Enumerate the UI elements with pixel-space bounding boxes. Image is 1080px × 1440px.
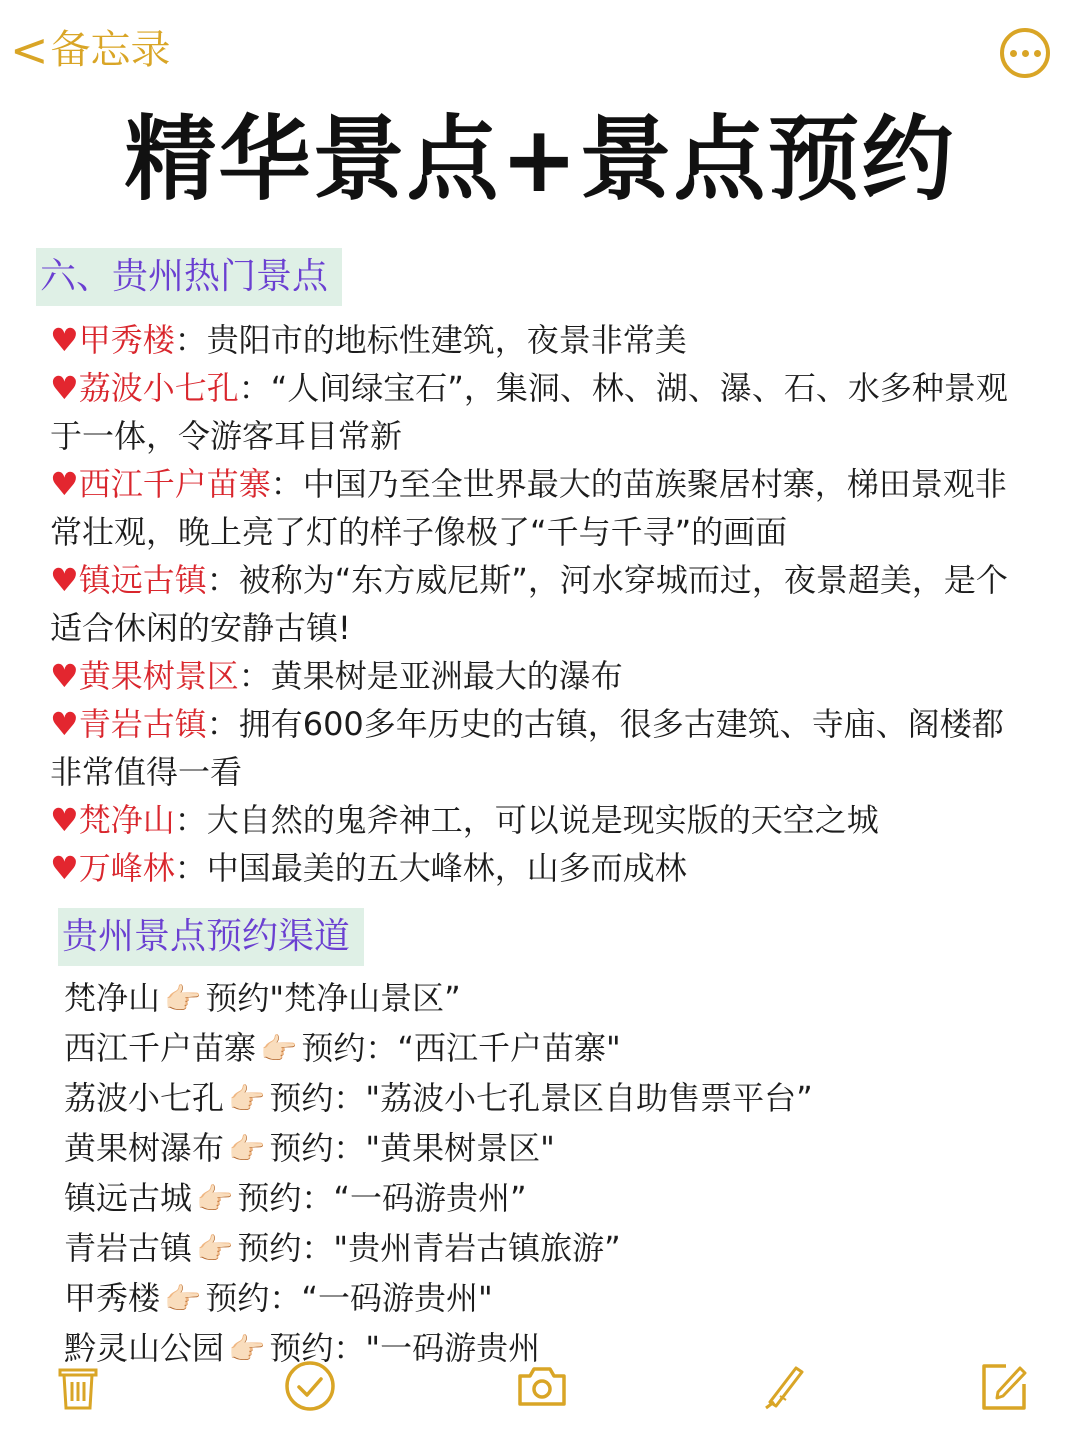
spot-desc: ：大自然的鬼斧神工，可以说是现实版的天空之城: [174, 801, 879, 839]
spot-name: 梵净山: [78, 801, 175, 839]
heart-icon: ♥: [50, 465, 79, 503]
pointing-hand-icon: 👉🏻: [228, 1332, 266, 1367]
list-item: [50, 652, 1030, 700]
list-item: [50, 700, 1030, 796]
spot-name: 甲秀楼: [78, 321, 175, 359]
list-item: [50, 460, 1030, 556]
trash-icon: [50, 1358, 106, 1414]
bottom-toolbar: [0, 1352, 1080, 1440]
section-heading-hot-spots: 六、贵州热门景点: [36, 248, 342, 306]
heart-icon: ♥: [50, 705, 79, 743]
list-item: [64, 1224, 1044, 1274]
spot-name: 万峰林: [78, 849, 175, 887]
channel-place: 甲秀楼: [64, 1279, 161, 1317]
spot-desc: ：中国最美的五大峰林，山多而成林: [174, 849, 687, 887]
section-heading-booking: 贵州景点预约渠道: [58, 908, 364, 966]
pen-icon: [756, 1358, 812, 1414]
heart-icon: ♥: [50, 657, 79, 695]
channel-booking: 预约"梵净山景区”: [205, 979, 461, 1017]
channel-booking: 预约："黄果树景区": [269, 1129, 555, 1167]
spot-list: [50, 316, 1030, 892]
list-item: [50, 796, 1030, 844]
checklist-button[interactable]: [282, 1358, 338, 1414]
back-label: 备忘录: [50, 27, 171, 73]
channel-place: 西江千户苗寨: [64, 1029, 257, 1067]
heart-icon: ♥: [50, 321, 79, 359]
spot-desc: ：拥有600多年历史的古镇，很多古建筑、寺庙、阁楼都非常值得一看: [50, 705, 1004, 791]
channel-booking: 预约："一码游贵州: [269, 1329, 541, 1367]
channel-booking: 预约：“一码游贵州": [205, 1279, 493, 1317]
pointing-hand-icon: 👉🏻: [228, 1082, 266, 1117]
channel-place: 黄果树瀑布: [64, 1129, 225, 1167]
nav-bar: [0, 0, 1080, 100]
pointing-hand-icon: 👉🏻: [164, 1282, 202, 1317]
list-item: [50, 364, 1030, 460]
channel-booking: 预约：“西江千户苗寨": [301, 1029, 621, 1067]
list-item: [50, 316, 1030, 364]
spot-name: 西江千户苗寨: [78, 465, 271, 503]
page-title: 精华景点+景点预约: [124, 106, 956, 213]
channel-place: 黔灵山公园: [64, 1329, 225, 1367]
pointing-hand-icon: 👉🏻: [164, 982, 202, 1017]
checkmark-icon: [282, 1358, 338, 1414]
back-button[interactable]: [10, 24, 171, 76]
more-dot-icon: [1034, 50, 1041, 57]
list-item: [64, 1174, 1044, 1224]
chevron-left-icon: <: [10, 23, 49, 77]
compose-button[interactable]: [976, 1358, 1032, 1414]
spot-desc: ：中国乃至全世界最大的苗族聚居村寨，梯田景观非常壮观，晚上亮了灯的样子像极了“千与千寻”的画面: [50, 465, 1007, 551]
list-item: [64, 1274, 1044, 1324]
spot-desc: ：贵阳市的地标性建筑，夜景非常美: [174, 321, 687, 359]
channel-booking: 预约："荔波小七孔景区自助售票平台”: [269, 1079, 813, 1117]
pointing-hand-icon: 👉🏻: [196, 1232, 234, 1267]
channel-place: 梵净山: [64, 979, 161, 1017]
markup-button[interactable]: [756, 1358, 812, 1414]
heart-icon: ♥: [50, 369, 79, 407]
list-item: [64, 974, 1044, 1024]
list-item: [64, 1074, 1044, 1124]
spot-name: 黄果树景区: [78, 657, 239, 695]
channel-place: 镇远古城: [64, 1179, 193, 1217]
channel-place: 青岩古镇: [64, 1229, 193, 1267]
spot-name: 镇远古镇: [78, 561, 207, 599]
spot-name: 荔波小七孔: [78, 369, 239, 407]
channel-place: 荔波小七孔: [64, 1079, 225, 1117]
camera-icon: [514, 1358, 570, 1414]
pointing-hand-icon: 👉🏻: [260, 1032, 298, 1067]
delete-button[interactable]: [50, 1358, 106, 1414]
pointing-hand-icon: 👉🏻: [196, 1182, 234, 1217]
heart-icon: ♥: [50, 801, 79, 839]
heart-icon: ♥: [50, 561, 79, 599]
booking-channel-list: [64, 974, 1044, 1374]
list-item: [50, 556, 1030, 652]
compose-icon: [976, 1358, 1032, 1414]
pointing-hand-icon: 👉🏻: [228, 1132, 266, 1167]
more-options-button[interactable]: [1000, 28, 1050, 78]
channel-booking: 预约："贵州青岩古镇旅游”: [237, 1229, 621, 1267]
heart-icon: ♥: [50, 849, 79, 887]
spot-desc: ：被称为“东方威尼斯”，河水穿城而过，夜景超美，是个适合休闲的安静古镇!: [50, 561, 1008, 647]
more-dot-icon: [1022, 50, 1029, 57]
camera-button[interactable]: [514, 1358, 570, 1414]
list-item: [64, 1024, 1044, 1074]
spot-desc: ：黄果树是亚洲最大的瀑布: [238, 657, 623, 695]
channel-booking: 预约：“一码游贵州”: [237, 1179, 527, 1217]
more-dot-icon: [1010, 50, 1017, 57]
list-item: [50, 844, 1030, 892]
list-item: [64, 1124, 1044, 1174]
spot-name: 青岩古镇: [78, 705, 207, 743]
spot-desc: ：“人间绿宝石”，集洞、林、湖、瀑、石、水多种景观于一体，令游客耳目常新: [50, 369, 1008, 455]
